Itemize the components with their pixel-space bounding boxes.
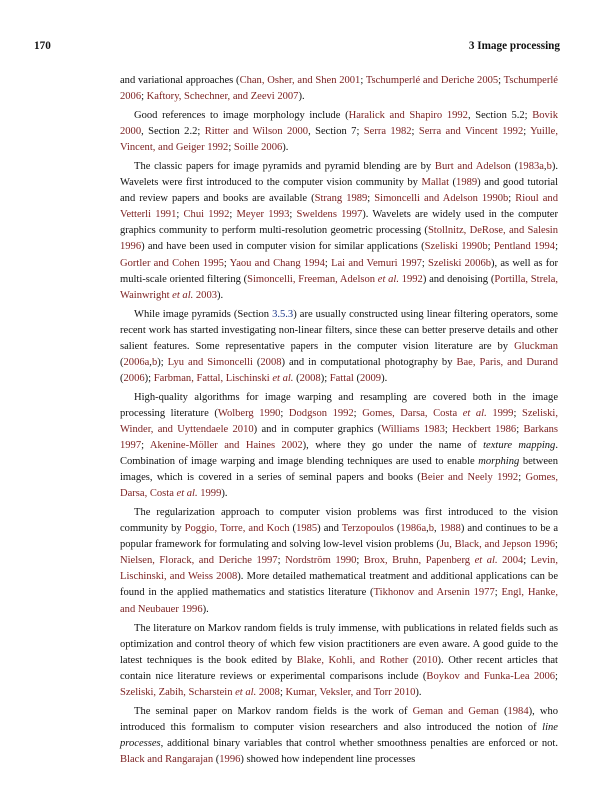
citation-link[interactable]: et al. xyxy=(235,686,257,698)
citation-link[interactable]: Kaftory, Schechner, and Zeevi 2007 xyxy=(146,91,299,103)
citation-link[interactable]: Stollnitz, DeRose, and Salesin 1996 xyxy=(120,225,559,253)
text-run: ; xyxy=(228,142,234,154)
citation-link[interactable]: Geman and Geman xyxy=(412,705,499,717)
text-run: ), as well as for multi-scale oriented filtering ( xyxy=(120,257,558,285)
text-run: ; xyxy=(229,209,237,221)
text-run: between images, which is covered in a series of seminal papers and books ( xyxy=(120,456,558,484)
text-run: ) showed how independent line processes xyxy=(240,753,416,765)
text-run: ; xyxy=(487,241,494,253)
citation-link[interactable]: Sweldens 1997 xyxy=(296,209,363,221)
citation-link[interactable]: Heckbert 1986 xyxy=(452,423,517,435)
citation-link[interactable]: Tikhonov and Arsenin 1977 xyxy=(373,587,495,599)
text-run: The classic papers for image pyramids and pyramid blending are by xyxy=(134,161,435,173)
text-run: ; xyxy=(280,407,289,419)
citation-link[interactable]: 2008 xyxy=(256,686,280,698)
paragraph xyxy=(120,159,558,303)
citation-link[interactable]: Soille 2006 xyxy=(233,142,283,154)
text-run: ; xyxy=(356,555,364,567)
text-run: ; xyxy=(523,126,531,138)
citation-link[interactable]: 1996 xyxy=(219,753,241,765)
text-run: ; xyxy=(223,257,230,269)
citation-link[interactable]: 1986a xyxy=(400,523,427,535)
citation-link[interactable]: Bovik 2000 xyxy=(120,110,558,138)
text-run: . Combination of image warping and image blending techniques are used to enable xyxy=(120,440,558,468)
citation-link[interactable]: Barkans 1997 xyxy=(120,423,558,452)
citation-link[interactable]: Wolberg 1990 xyxy=(217,407,281,419)
citation-link[interactable]: Gomes, Darsa, Costa xyxy=(120,472,558,500)
text-run: ( xyxy=(353,372,360,384)
text-run: ). More detailed mathematical treatment and additional applications can be found in the applied mathematics and statistics literature ( xyxy=(120,571,558,599)
text-run: ). xyxy=(282,142,289,154)
citation-link[interactable]: 1984 xyxy=(507,705,529,717)
text-run: ). xyxy=(202,603,209,615)
text-run: ), where they go under the name of xyxy=(302,440,484,452)
text-run: ; xyxy=(518,472,526,484)
text-run: ). xyxy=(415,686,422,698)
text-run: ) and have been used in computer vision for similar applications ( xyxy=(141,241,425,253)
text-run: ; xyxy=(494,587,502,599)
text-run: ; xyxy=(353,407,363,419)
text-run: , xyxy=(149,356,152,368)
citation-link[interactable]: Mallat xyxy=(421,177,449,189)
text-run: , Section 7; xyxy=(308,126,364,138)
text-run: , additional binary variables that control whether smoothness penalties are enforced or not. xyxy=(160,737,558,749)
citation-link[interactable]: 1999 xyxy=(197,488,222,500)
text-run: ) and good tutorial and review papers and books are available ( xyxy=(120,177,558,205)
citation-link[interactable]: Yaou and Chang 1994 xyxy=(229,257,325,269)
citation-link[interactable]: Portilla, Strela, Wainwright xyxy=(120,273,559,301)
text-run: ); xyxy=(144,372,154,384)
citation-link[interactable]: et al. xyxy=(172,289,194,301)
citation-link[interactable]: Terzopoulos xyxy=(341,523,394,535)
text-run: , xyxy=(543,161,547,173)
text-run: and variational approaches ( xyxy=(120,75,240,86)
paragraph xyxy=(120,307,558,387)
citation-link[interactable]: Levin, Lischinski, and Weiss 2008 xyxy=(120,555,558,583)
text-run: , Section 5.2; xyxy=(467,110,533,122)
text-run: ) and continues to be a popular framework for formulating and solving low-level vision problems ( xyxy=(120,523,559,551)
citation-link[interactable]: Poggio, Torre, and Koch xyxy=(184,523,290,535)
text-run: ; xyxy=(279,686,286,698)
text-run: ) and xyxy=(317,523,342,535)
citation-link[interactable]: Pentland 1994 xyxy=(493,241,556,253)
text-run: ; xyxy=(516,423,524,435)
citation-link[interactable]: Dodgson 1992 xyxy=(288,407,354,419)
paragraph xyxy=(120,73,558,105)
text-run: texture mapping xyxy=(483,440,556,452)
citation-link[interactable]: Serra and Vincent 1992 xyxy=(418,126,524,138)
citation-link[interactable]: 2008 xyxy=(260,356,282,368)
citation-link[interactable]: Yuille, Vincent, and Geiger 1992 xyxy=(120,126,559,154)
text-run: ) and in computational photography by xyxy=(281,356,457,368)
text-run: ( xyxy=(510,161,519,173)
citation-link[interactable]: Nordström 1990 xyxy=(285,555,357,567)
body-text xyxy=(120,73,558,771)
text-run: ; xyxy=(555,241,559,253)
citation-link[interactable]: 1999 xyxy=(486,407,514,419)
citation-link[interactable]: et al. xyxy=(176,488,198,500)
citation-link[interactable]: Szeliski, Zabih, Scharstein xyxy=(120,686,236,698)
citation-link[interactable]: Bae, Paris, and Durand xyxy=(456,356,558,368)
paragraph xyxy=(120,505,558,617)
citation-link[interactable]: 1988 xyxy=(439,523,461,535)
text-run: ). xyxy=(298,91,305,103)
citation-link[interactable]: Williams 1983 xyxy=(381,423,445,435)
text-run: ). Other recent articles that contain nice literature reviews or experimental comparisons include ( xyxy=(120,654,558,682)
text-run: The seminal paper on Markov random fields is the work of xyxy=(134,705,413,717)
text-run: ); xyxy=(320,372,330,384)
citation-link[interactable]: Ritter and Wilson 2000 xyxy=(204,126,309,138)
text-run: ( xyxy=(120,372,124,384)
text-run: ), who introduced this formalism to computer vision researchers and also introduced the notion of xyxy=(120,705,558,733)
citation-link[interactable]: et al. xyxy=(377,273,399,285)
citation-link[interactable]: Black and Rangarajan xyxy=(120,753,214,765)
citation-link[interactable]: Boykov and Funka-Lea 2006 xyxy=(426,670,556,682)
text-run: ( xyxy=(498,705,508,717)
citation-link[interactable]: Ju, Black, and Jepson 1996 xyxy=(439,539,556,551)
text-run: ). xyxy=(381,372,388,384)
text-run: ). Wavelets are widely used in the computer graphics community to perform multi-resolution geometric processing ( xyxy=(120,209,558,237)
text-run: ); xyxy=(157,356,168,368)
text-run: , xyxy=(434,523,440,535)
text-run: ( xyxy=(120,356,124,368)
citation-link[interactable]: 2006a xyxy=(123,356,150,368)
text-run: , xyxy=(426,523,429,535)
citation-link[interactable]: Blake, Kohli, and Rother xyxy=(296,654,409,666)
paragraph xyxy=(120,390,558,502)
text-run: ( xyxy=(293,372,300,384)
text-run: ; xyxy=(421,257,429,269)
citation-link[interactable]: 1992 xyxy=(399,273,423,285)
citation-link[interactable]: Gomes, Darsa, Costa xyxy=(362,407,463,419)
citation-link[interactable]: Tschumperlé and Deriche 2005 xyxy=(365,75,499,86)
text-run: ; xyxy=(141,440,150,452)
chapter-title: 3 Image processing xyxy=(468,40,560,52)
citation-link[interactable]: 2003 xyxy=(193,289,217,301)
citation-link[interactable]: Strang 1989 xyxy=(314,193,368,205)
citation-link[interactable]: 2006 xyxy=(123,372,145,384)
text-run: ; xyxy=(444,423,453,435)
text-run: ) are usually constructed using linear filtering operators, some recent work has started investigating non-linear filters, since these can better preserve details and other salient features. Some representative papers in the computer vision literature are by xyxy=(120,308,558,352)
text-run: ; xyxy=(324,257,332,269)
citation-link[interactable]: Chan, Osher, and Shen 2001 xyxy=(239,75,361,86)
citation-link[interactable]: 2009 xyxy=(359,372,382,384)
text-run: ; xyxy=(360,75,366,86)
citation-link[interactable]: Gortler and Cohen 1995 xyxy=(120,257,224,269)
citation-link[interactable]: Chui 1992 xyxy=(183,209,230,221)
citation-link[interactable]: Tschumperlé 2006 xyxy=(120,75,558,103)
text-run: ( xyxy=(408,654,417,666)
citation-link[interactable]: Gluckman xyxy=(514,340,558,352)
text-run: ; xyxy=(141,91,147,103)
citation-link[interactable]: Rioul and Vetterli 1991 xyxy=(120,193,558,221)
text-run: ; xyxy=(277,555,286,567)
text-run: High-quality algorithms for image warping and resampling are covered both in the image processing literature ( xyxy=(120,391,558,419)
citation-link[interactable]: 1985 xyxy=(296,523,318,535)
citation-link[interactable]: Akenine-Möller and Haines 2002 xyxy=(149,440,303,452)
paragraph xyxy=(120,621,558,701)
text-run: ; xyxy=(513,407,522,419)
citation-link[interactable]: Lai and Vemuri 1997 xyxy=(331,257,422,269)
text-run: ) and in computer graphics ( xyxy=(253,423,382,435)
citation-link[interactable]: Szeliski 1990b xyxy=(424,241,488,253)
text-run: ( xyxy=(252,356,261,368)
text-run: ; xyxy=(555,670,558,682)
text-run: Good references to image morphology include ( xyxy=(134,110,349,122)
citation-link[interactable]: et al. xyxy=(474,555,498,567)
text-run: ; xyxy=(367,193,375,205)
citation-link[interactable]: Simoncelli, Freeman, Adelson xyxy=(247,273,378,285)
section-link[interactable]: 3.5.3 xyxy=(272,308,294,320)
citation-link[interactable]: Farbman, Fattal, Lischinski xyxy=(153,372,273,384)
citation-link[interactable]: Nielsen, Florack, and Deriche 1997 xyxy=(120,555,278,567)
text-run: ; xyxy=(289,209,297,221)
text-run: ). xyxy=(217,289,224,301)
page-number: 170 xyxy=(34,40,51,52)
citation-link[interactable]: Meyer 1993 xyxy=(236,209,290,221)
text-run: ; xyxy=(176,209,184,221)
citation-link[interactable]: Burt and Adelson xyxy=(434,161,511,173)
text-run: ; xyxy=(411,126,419,138)
text-run: ; xyxy=(523,555,531,567)
citation-link[interactable]: et al. xyxy=(272,372,294,384)
text-run: ; xyxy=(555,539,558,551)
citation-link[interactable]: Serra 1982 xyxy=(363,126,412,138)
citation-link[interactable]: Simoncelli and Adelson 1990b xyxy=(374,193,509,205)
text-run: ) and denoising ( xyxy=(422,273,495,285)
citation-link[interactable]: Haralick and Shapiro 1992 xyxy=(348,110,468,122)
citation-link[interactable]: Beier and Neely 1992 xyxy=(420,472,519,484)
text-run: ; xyxy=(508,193,516,205)
citation-link[interactable]: Brox, Bruhn, Papenberg xyxy=(363,555,475,567)
citation-link[interactable]: Fattal xyxy=(329,372,354,384)
text-run: ( xyxy=(393,523,401,535)
text-run: ; xyxy=(498,75,504,86)
running-header xyxy=(34,40,560,56)
citation-link[interactable]: b xyxy=(546,161,552,173)
citation-link[interactable]: Szeliski 2006b xyxy=(428,257,492,269)
citation-link[interactable]: Lyu and Simoncelli xyxy=(167,356,253,368)
text-run: , Section 2.2; xyxy=(141,126,205,138)
citation-link[interactable]: b xyxy=(151,356,158,368)
text-run: line processes xyxy=(120,721,558,749)
paragraph xyxy=(120,108,558,156)
citation-link[interactable]: Szeliski, Winder, and Uyttendaele 2010 xyxy=(120,407,558,435)
citation-link[interactable]: 1983a xyxy=(518,161,544,173)
text-run: ( xyxy=(213,753,220,765)
text-run: ). Wavelets were first introduced to the computer vision community by xyxy=(120,161,558,189)
text-run: ( xyxy=(449,177,457,189)
text-run: morphing xyxy=(478,456,520,468)
citation-link[interactable]: 2008 xyxy=(299,372,321,384)
text-run: The regularization approach to computer vision problems was first introduced to the vision community by xyxy=(120,507,558,535)
citation-link[interactable]: et al. xyxy=(462,407,487,419)
text-run: The literature on Markov random fields is truly immense, with publications in related fields such as optimization and control theory of which few vision practitioners are even aware. A good guide to the latest techniques is the book edited by xyxy=(120,622,558,666)
citation-link[interactable]: 2004 xyxy=(497,555,524,567)
citation-link[interactable]: 2010 xyxy=(416,654,438,666)
text-run: While image pyramids (Section xyxy=(134,308,273,320)
paragraph xyxy=(120,704,558,768)
text-run: ( xyxy=(289,523,297,535)
citation-link[interactable]: Engl, Hanke, and Neubauer 1996 xyxy=(120,587,558,615)
citation-link[interactable]: 1989 xyxy=(456,177,478,189)
text-run: ). xyxy=(221,488,228,500)
citation-link[interactable]: b xyxy=(428,523,435,535)
citation-link[interactable]: Kumar, Veksler, and Torr 2010 xyxy=(285,686,416,698)
